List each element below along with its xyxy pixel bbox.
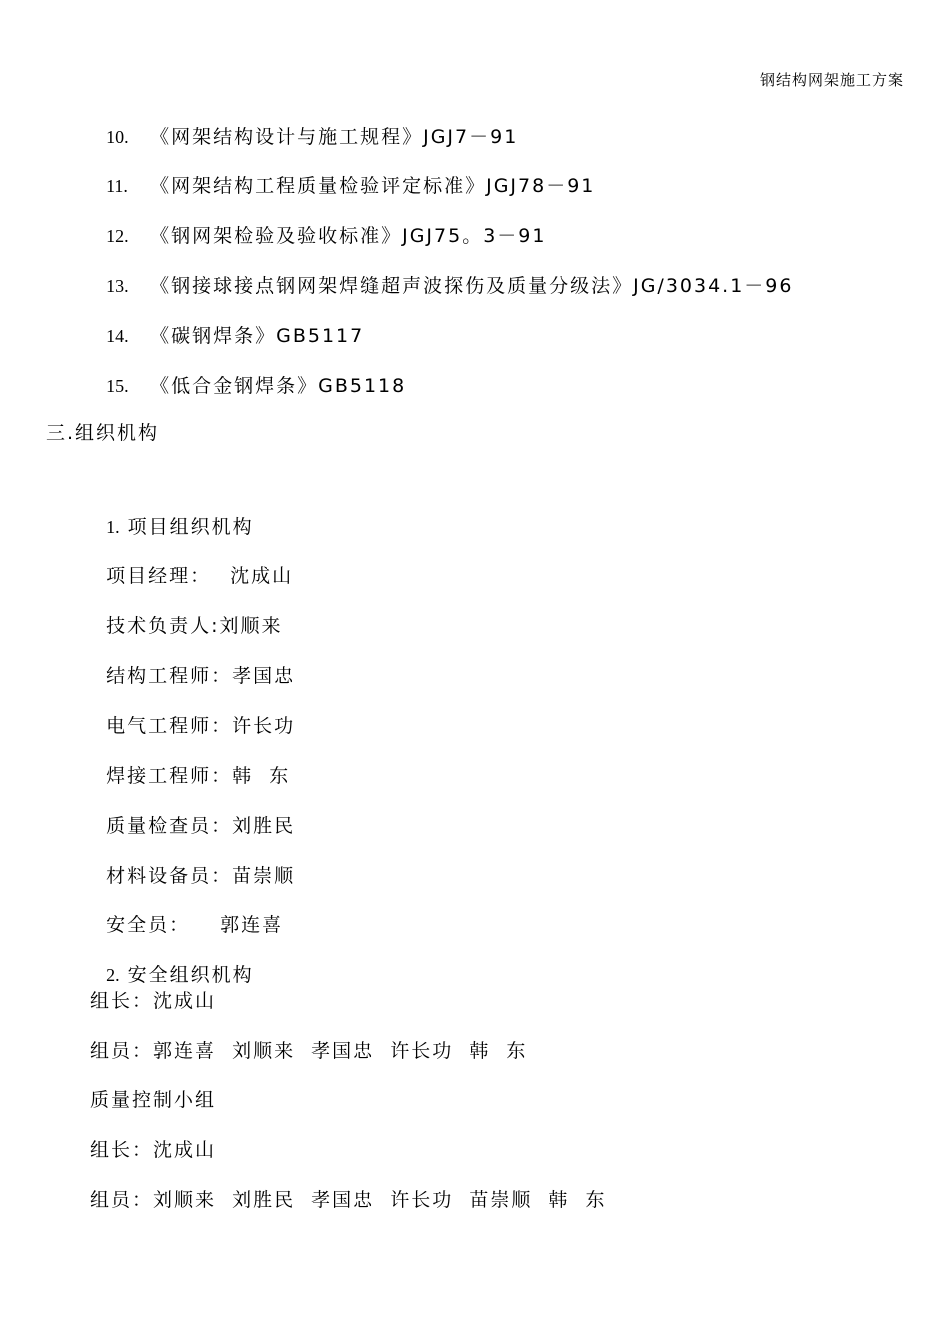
- standard-text: 《网架结构工程质量检验评定标准》JGJ78－91: [150, 175, 596, 197]
- standard-text: 《碳钢焊条》GB5117: [150, 325, 365, 347]
- org-row-technical-lead: [90, 590, 283, 638]
- standard-number: 12.: [106, 226, 129, 246]
- org-row-project-manager: [90, 540, 293, 588]
- subsection-number: 1.: [106, 517, 120, 537]
- subsection-title-project-org: [90, 491, 254, 539]
- subsection-number: 2.: [106, 965, 120, 985]
- org-person-name: 沈成山: [230, 565, 294, 587]
- standard-text: 《网架结构设计与施工规程》JGJ7－91: [150, 126, 519, 148]
- standard-number: 11.: [106, 176, 128, 196]
- org-role-label: 材料设备员：: [106, 865, 233, 887]
- org-role-label: 项目经理：: [106, 565, 212, 587]
- subsection-title-safety-org: [90, 939, 254, 987]
- org-role-label: 焊接工程师：: [106, 765, 233, 787]
- org-role-label: 结构工程师：: [106, 665, 233, 687]
- org-person-name: 许长功: [232, 715, 296, 737]
- standard-item: [90, 200, 546, 248]
- standard-item: [90, 101, 518, 149]
- org-person-name: 韩 东: [232, 765, 291, 787]
- org-row-materials-officer: [90, 840, 295, 888]
- page-header: 钢结构网架施工方案: [759, 71, 904, 89]
- standard-item: [90, 300, 364, 348]
- safety-org-leader: 组长：沈成山: [90, 990, 217, 1012]
- org-person-name: 郭连喜: [220, 914, 284, 936]
- standard-number: 14.: [106, 326, 129, 346]
- standard-number: 13.: [106, 276, 129, 296]
- standard-item: [90, 350, 406, 398]
- org-role-label: 技术负责人:: [106, 615, 220, 637]
- subsection-title: 项目组织机构: [127, 516, 254, 538]
- standard-text: 《钢接球接点钢网架焊缝超声波探伤及质量分级法》JG/3034.1－96: [150, 275, 794, 297]
- org-row-structural-engineer: [90, 640, 295, 688]
- org-row-quality-inspector: [90, 790, 295, 838]
- standard-number: 10.: [106, 127, 129, 147]
- standard-item: [90, 150, 595, 198]
- standard-item: [90, 250, 793, 298]
- org-person-name: 刘顺来: [219, 615, 283, 637]
- org-row-electrical-engineer: [90, 690, 295, 738]
- subsection-title: 安全组织机构: [127, 964, 254, 986]
- org-person-name: 孝国忠: [232, 665, 296, 687]
- org-row-welding-engineer: [90, 740, 290, 788]
- standard-number: 15.: [106, 376, 129, 396]
- org-person-name: 苗崇顺: [232, 865, 296, 887]
- org-role-label: 质量检查员：: [106, 815, 233, 837]
- quality-group-title: 质量控制小组: [90, 1089, 217, 1111]
- org-role-label: 电气工程师：: [106, 715, 233, 737]
- standard-text: 《低合金钢焊条》GB5118: [150, 375, 407, 397]
- standard-text: 《钢网架检验及验收标准》JGJ75。3－91: [150, 225, 547, 247]
- org-role-label: 安全员：: [106, 914, 191, 936]
- safety-org-members: 组员：郭连喜 刘顺来 孝国忠 许长功 韩 东: [90, 1040, 528, 1062]
- org-row-safety-officer: [90, 889, 283, 937]
- quality-group-leader: 组长：沈成山: [90, 1139, 217, 1161]
- section-heading: 三.组织机构: [46, 422, 160, 444]
- org-person-name: 刘胜民: [232, 815, 296, 837]
- quality-group-members: 组员：刘顺来 刘胜民 孝国忠 许长功 苗崇顺 韩 东: [90, 1189, 607, 1211]
